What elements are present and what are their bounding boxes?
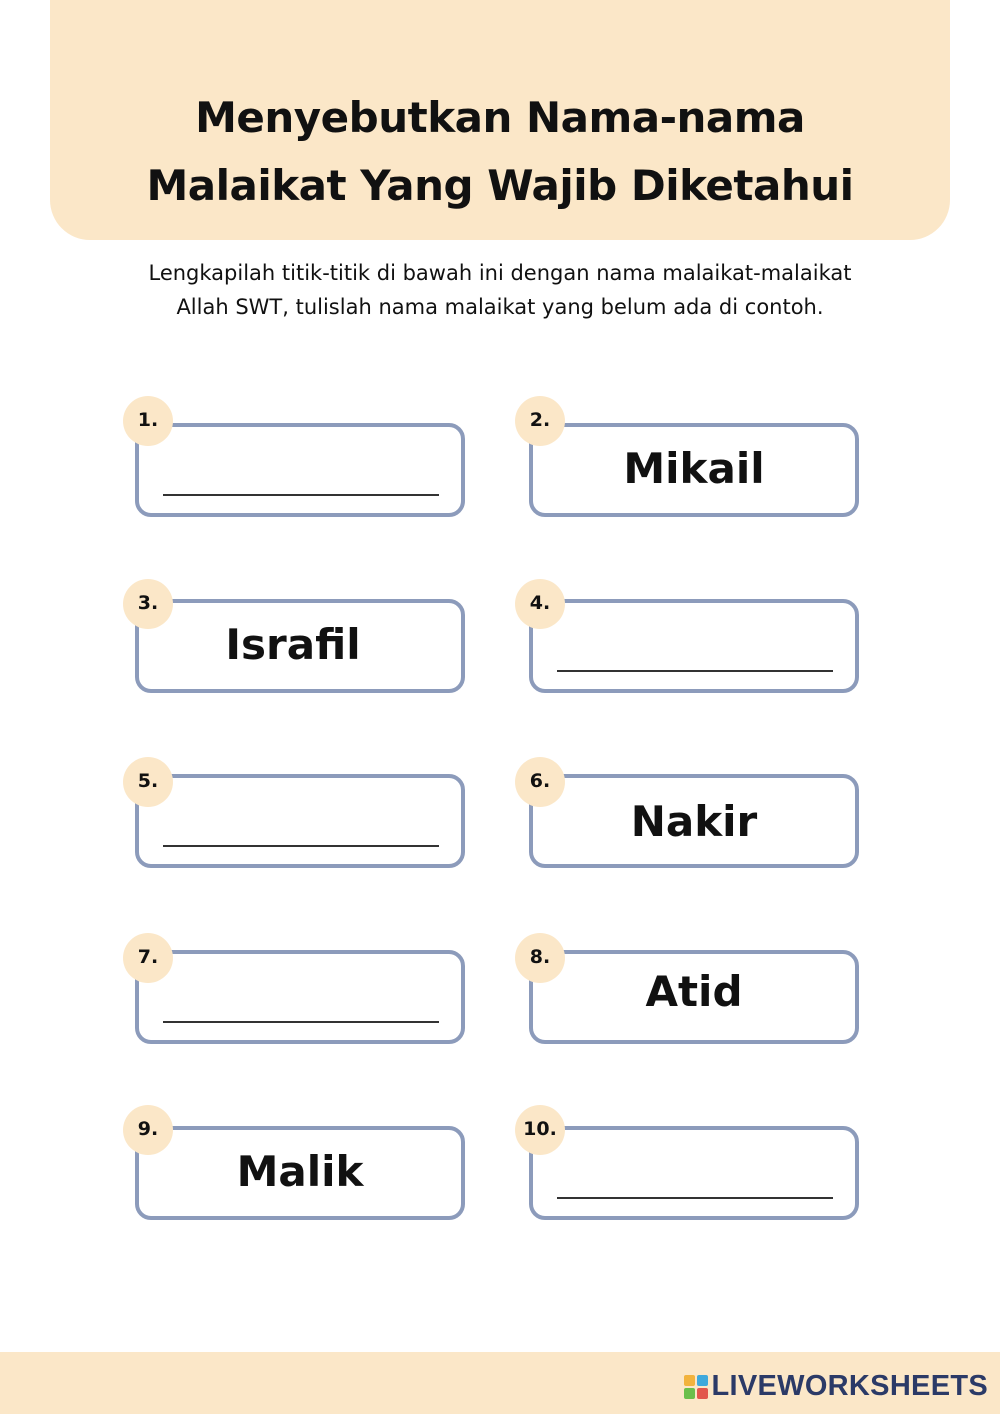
answer-card-5[interactable]: [135, 774, 465, 868]
number-badge-10: 10.: [515, 1105, 565, 1155]
page-title: [50, 84, 950, 220]
logo-text: LIVEWORKSHEETS: [711, 1370, 988, 1402]
answer-blank-line[interactable]: [163, 845, 439, 847]
answer-blank-line[interactable]: [557, 670, 833, 672]
answer-card-8: [529, 950, 859, 1044]
title-line-2: Malaikat Yang Wajib Diketahui: [146, 161, 854, 210]
answer-card-2: [529, 423, 859, 517]
instruction-text: Lengkapilah titik-titik di bawah ini dengan nama malaikat-malaikat Allah SWT, tulislah nama malaikat yang belum ada di contoh.: [148, 261, 852, 319]
answer-text: Atid: [645, 967, 743, 1016]
number-badge-5: 5.: [123, 757, 173, 807]
answer-blank-line[interactable]: [163, 494, 439, 496]
number-badge-8: 8.: [515, 933, 565, 983]
number-badge-6: 6.: [515, 757, 565, 807]
number-badge-1: 1.: [123, 396, 173, 446]
number-badge-9: 9.: [123, 1105, 173, 1155]
number-badge-4: 4.: [515, 579, 565, 629]
liveworksheets-logo-icon: [684, 1375, 708, 1399]
title-line-1: Menyebutkan Nama-nama: [195, 93, 805, 142]
answer-card-6: [529, 774, 859, 868]
answer-card-9: [135, 1126, 465, 1220]
answer-blank-line[interactable]: [557, 1197, 833, 1199]
number-badge-2: 2.: [515, 396, 565, 446]
liveworksheets-logo: [684, 1370, 989, 1403]
answer-card-7[interactable]: [135, 950, 465, 1044]
number-badge-3: 3.: [123, 579, 173, 629]
answer-card-10[interactable]: [529, 1126, 859, 1220]
answer-text: Israfil: [225, 620, 361, 669]
answer-blank-line[interactable]: [163, 1021, 439, 1023]
number-badge-7: 7.: [123, 933, 173, 983]
answer-card-1[interactable]: [135, 423, 465, 517]
answer-card-4[interactable]: [529, 599, 859, 693]
answer-text: Mikail: [623, 444, 765, 493]
answer-card-3: [135, 599, 465, 693]
answer-text: Malik: [236, 1147, 364, 1196]
answer-text: Nakir: [630, 797, 758, 846]
